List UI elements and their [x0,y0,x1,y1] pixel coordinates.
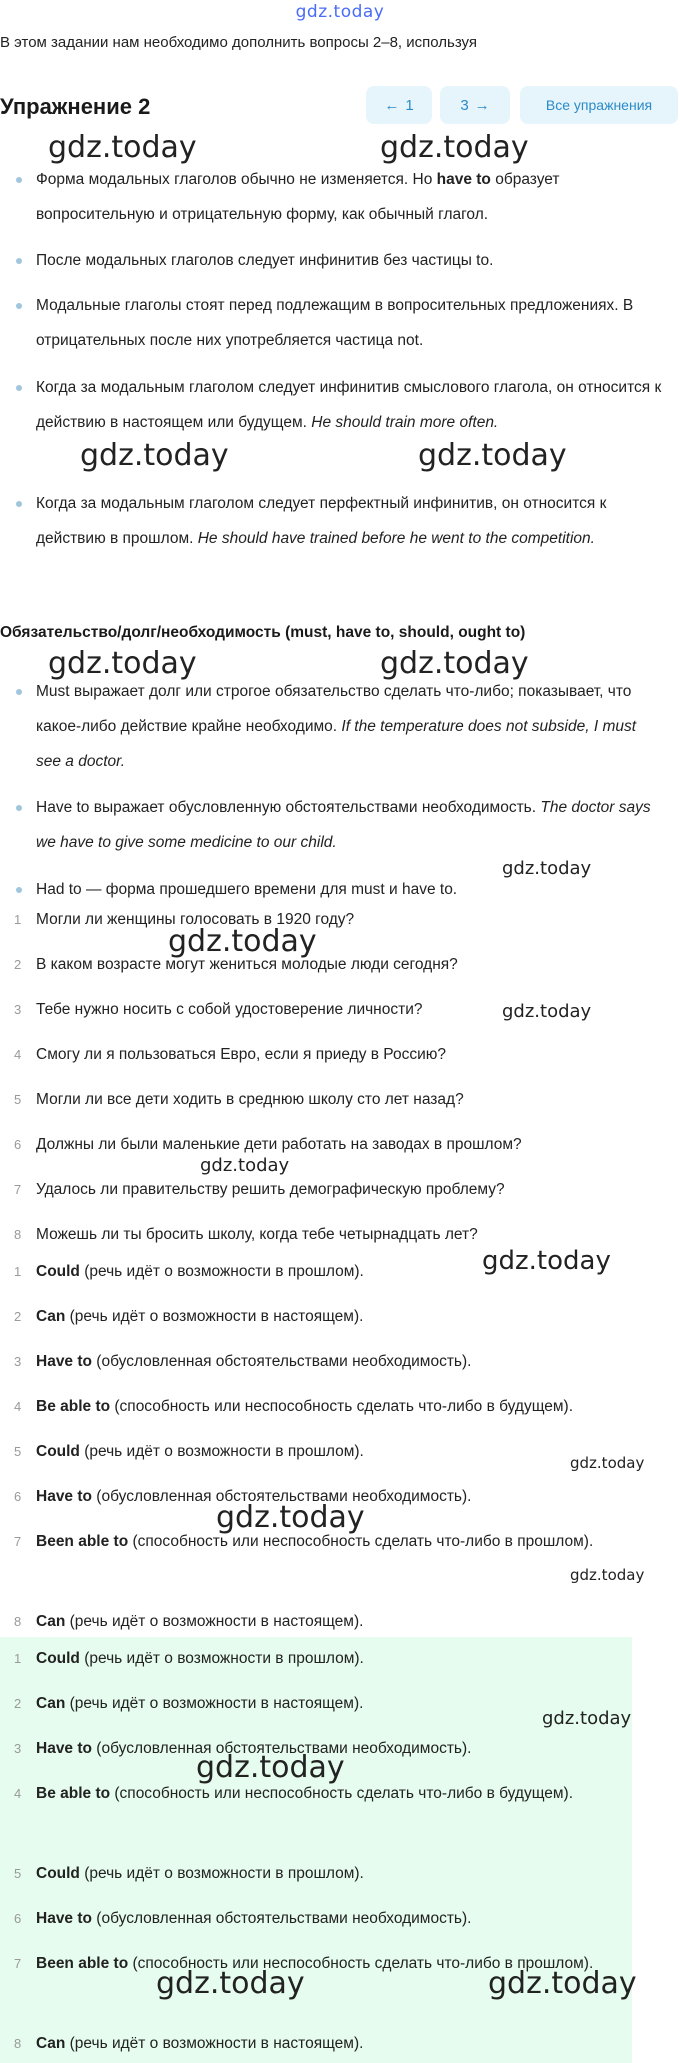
bullet-dot [16,887,22,893]
answer-row: 1 Could (речь идёт о возможности в прошлом). [14,1650,364,1667]
watermark-text: gdz.today [48,646,197,681]
watermark-text: gdz.today [502,1001,592,1022]
question-row: 8 Можешь ли ты бросить школу, когда тебе четырнадцать лет? [14,1226,478,1243]
watermark-text: gdz.today [216,1500,365,1535]
answer-row: 1 Could (речь идёт о возможности в прошлом). [14,1263,364,1280]
answer-row: 2 Can (речь идёт о возможности в настоящем). [14,1695,364,1712]
list-item: После модальных глаголов следует инфинитив без частицы to. [14,243,664,278]
watermark-text: gdz.today [200,1155,290,1176]
question-row: 6 Должны ли были маленькие дети работать на заводах в прошлом? [14,1136,522,1153]
watermark-text: gdz.today [48,130,197,165]
bullet-dot [16,805,22,811]
section-heading: Обязательство/долг/необходимость (must, have to, should, ought to) [0,624,526,641]
answer-row: 8 Can (речь идёт о возможности в настоящем). [14,2035,364,2052]
watermark-text: gdz.today [80,438,229,473]
answer-row: 7 Been able to (способность или неспособность сделать что-либо в прошлом). [14,1533,594,1550]
question-row: 1 Могли ли женщины голосовать в 1920 году? [14,911,355,928]
watermark-text: gdz.today [542,1708,632,1729]
site-logo[interactable]: gdz.today [295,2,385,22]
list-item: Когда за модальным глаголом следует инфинитив смыслового глагола, он относится к действию в настоящем или будущем. He should train more often. [14,370,664,440]
prev-exercise-button[interactable] [366,86,432,124]
watermark-text: gdz.today [570,1454,645,1472]
bullet-dot [16,501,22,507]
answer-row: 4 Be able to (способность или неспособность сделать что-либо в будущем). [14,1785,574,1802]
list-item: Have to выражает обусловленную обстоятельствами необходимость. The doctor says we have to give some medicine to our child. [14,790,664,860]
watermark-text: gdz.today [196,1750,345,1785]
prev-exercise-label: 1 [405,96,414,114]
watermark-text: gdz.today [418,438,567,473]
watermark-text: gdz.today [488,1966,637,2001]
question-row: 2 В каком возрасте могут жениться молодые люди сегодня? [14,956,458,973]
list-item: Когда за модальным глаголом следует перфектный инфинитив, он относится к действию в прошлом. He should have trained before he went to the competition. [14,486,664,556]
watermark-text: gdz.today [380,646,529,681]
answer-row: 4 Be able to (способность или неспособность сделать что-либо в будущем). [14,1398,574,1415]
arrow-right-icon: → [474,96,490,114]
watermark-text: gdz.today [168,924,317,959]
watermark-text: gdz.today [502,858,592,879]
list-item: Модальные глаголы стоят перед подлежащим в вопросительных предложениях. В отрицательных после них употребляется частица not. [14,288,664,358]
arrow-left-icon: ← [384,96,400,114]
bullet-dot [16,385,22,391]
watermark-text: gdz.today [156,1966,305,2001]
bullet-dot [16,303,22,309]
answer-row: 3 Have to (обусловленная обстоятельствами необходимость). [14,1740,472,1757]
answer-row: 6 Have to (обусловленная обстоятельствами необходимость). [14,1910,472,1927]
answer-row: 7 Been able to (способность или неспособность сделать что-либо в прошлом). [14,1955,594,1972]
answer-row: 6 Have to (обусловленная обстоятельствами необходимость). [14,1488,472,1505]
question-row: 7 Удалось ли правительству решить демографическую проблему? [14,1181,505,1198]
answer-row: 5 Could (речь идёт о возможности в прошлом). [14,1865,364,1882]
watermark-text: gdz.today [380,130,529,165]
watermark-text: gdz.today [482,1246,611,1276]
intro-text: В этом задании нам необходимо дополнить вопросы 2–8, используя [0,34,478,51]
next-exercise-label: 3 [460,96,469,114]
watermark-text: gdz.today [570,1566,645,1584]
answer-row: 8 Can (речь идёт о возможности в настоящем). [14,1613,364,1630]
bullet-dot [16,689,22,695]
bullet-dot [16,177,22,183]
all-exercises-button[interactable] [520,86,678,124]
question-row: 4 Смогу ли я пользоваться Евро, если я приеду в Россию? [14,1046,446,1063]
list-item: Must выражает долг или строгое обязательство сделать что-либо; показывает, что какое-либо действие крайне необходимо. If the temperature does not subside, I must see a doctor. [14,674,664,779]
bullet-dot [16,258,22,264]
list-item: Had to — форма прошедшего времени для must и have to. [14,872,664,907]
answer-row: 3 Have to (обусловленная обстоятельствами необходимость). [14,1353,472,1370]
page-title: Упражнение 2 [0,94,151,119]
all-exercises-label: Все упражнения [545,97,653,113]
answer-row: 5 Could (речь идёт о возможности в прошлом). [14,1443,364,1460]
question-row: 3 Тебе нужно носить с собой удостоверение личности? [14,1001,423,1018]
next-exercise-button[interactable] [440,86,510,124]
question-row: 5 Могли ли все дети ходить в среднюю школу сто лет назад? [14,1091,464,1108]
answer-row: 2 Can (речь идёт о возможности в настоящем). [14,1308,364,1325]
list-item: Форма модальных глаголов обычно не изменяется. Но have to образует вопросительную и отрицательную форму, как обычный глагол. [14,162,664,232]
